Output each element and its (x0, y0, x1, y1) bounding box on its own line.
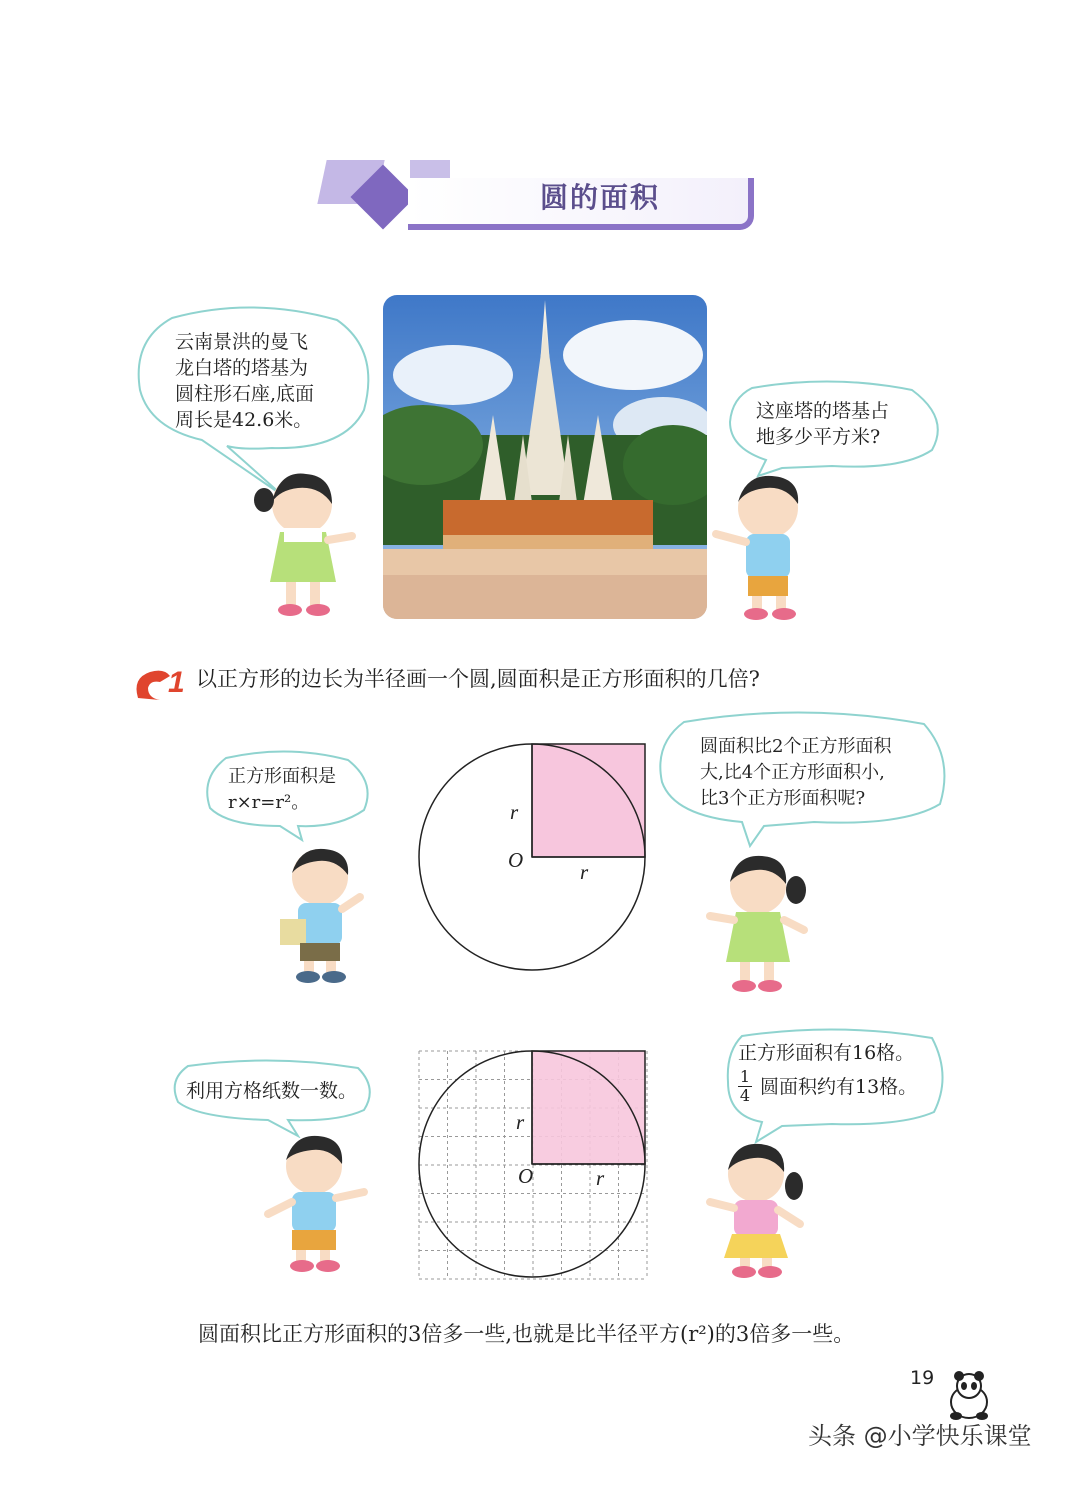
girl-character (702, 1140, 812, 1282)
fraction (738, 1068, 752, 1105)
bubble-text: 圆面积比2个正方形面积 大,比4个正方形面积小, 比3个正方形面积呢? (700, 736, 892, 809)
bubble-text: 这座塔的塔基占 地多少平方米? (756, 400, 890, 448)
center-label: O (508, 848, 524, 872)
pagoda-photo (383, 295, 707, 619)
radius-label: r (596, 1166, 605, 1190)
bubble-text: 圆面积约有13格。 (760, 1076, 918, 1098)
girl-character (706, 850, 816, 1000)
question-number-icon (130, 658, 190, 706)
page-number: 19 (910, 1367, 935, 1389)
girl-character (240, 470, 360, 620)
boy-character (262, 1132, 372, 1276)
page-title: 圆的面积 (539, 181, 660, 214)
bubble-text: 正方形面积有16格。 (738, 1042, 915, 1064)
circle-square-diagram (410, 736, 660, 976)
boy-character (706, 472, 826, 622)
bubble-text: 正方形面积是 r×r=r²。 (228, 766, 336, 813)
credit-watermark: 头条 @小学快乐课堂 (808, 1422, 1032, 1450)
fraction-numerator: 1 (739, 1067, 751, 1086)
bubble-text: 利用方格纸数一数。 (186, 1080, 358, 1102)
panda-icon (944, 1370, 994, 1422)
radius-label: r (510, 800, 519, 824)
conclusion-text: 圆面积比正方形面积的3倍多一些,也就是比半径平方(r²)的3倍多一些。 (198, 1322, 855, 1346)
radius-label: r (580, 860, 589, 884)
question-text: 以正方形的边长为半径画一个圆,圆面积是正方形面积的几倍? (196, 667, 760, 691)
pink-square (532, 1051, 645, 1164)
boy-character (272, 845, 372, 985)
center-label: O (518, 1164, 534, 1188)
question-number: 1 (168, 666, 185, 699)
bubble-text: 云南景洪的曼飞 龙白塔的塔基为 圆柱形石座,底面 周长是42.6米。 (175, 331, 315, 431)
pink-square (532, 744, 645, 857)
fraction-denominator: 4 (739, 1086, 751, 1105)
radius-label: r (516, 1110, 525, 1134)
